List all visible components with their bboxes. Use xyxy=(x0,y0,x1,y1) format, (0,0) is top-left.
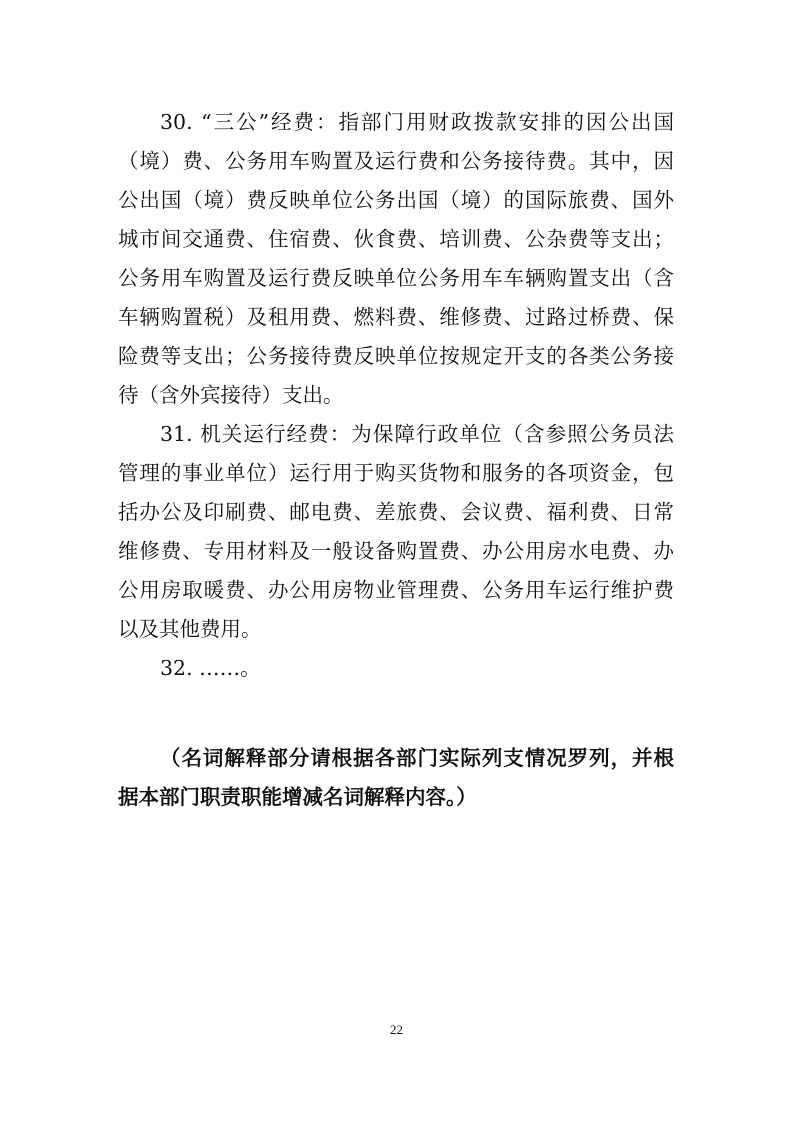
page-number: 22 xyxy=(390,1022,403,1037)
paragraph-31-line-4: 维修费、专用材料及一般设备购置费、办公用房水电费、办 xyxy=(118,539,674,563)
paragraph-30-line-1: 30. “三公”经费：指部门用财政拨款安排的因公出国 xyxy=(160,110,674,134)
paragraph-30-line-4: 城市间交通费、住宿费、伙食费、培训费、公杂费等支出； xyxy=(118,227,674,251)
paragraph-30-line-2: （境）费、公务用车购置及运行费和公务接待费。其中，因 xyxy=(118,149,674,173)
paragraph-30-line-8: 待（含外宾接待）支出。 xyxy=(118,383,344,407)
paragraph-32-line-1: 32. ……。 xyxy=(160,656,261,680)
paragraph-30-line-5: 公务用车购置及运行费反映单位公务用车车辆购置支出（含 xyxy=(118,266,674,290)
note-line-1: （名词解释部分请根据各部门实际列支情况罗列，并根 xyxy=(160,746,674,770)
paragraph-31-line-1: 31. 机关运行经费：为保障行政单位（含参照公务员法 xyxy=(160,422,674,446)
paragraph-30-line-6: 车辆购置税）及租用费、燃料费、维修费、过路过桥费、保 xyxy=(118,305,674,329)
paragraph-31-line-5: 公用房取暖费、办公用房物业管理费、公务用车运行维护费 xyxy=(118,578,674,602)
paragraph-30-line-3: 公出国（境）费反映单位公务出国（境）的国际旅费、国外 xyxy=(118,188,674,212)
paragraph-31-line-3: 括办公及印刷费、邮电费、差旅费、会议费、福利费、日常 xyxy=(118,500,674,524)
paragraph-30-line-7: 险费等支出；公务接待费反映单位按规定开支的各类公务接 xyxy=(118,344,674,368)
note-line-2: 据本部门职责职能增减名词解释内容。） xyxy=(118,785,477,809)
paragraph-31-line-2: 管理的事业单位）运行用于购买货物和服务的各项资金，包 xyxy=(118,461,674,485)
paragraph-31-line-6: 以及其他费用。 xyxy=(118,617,262,641)
